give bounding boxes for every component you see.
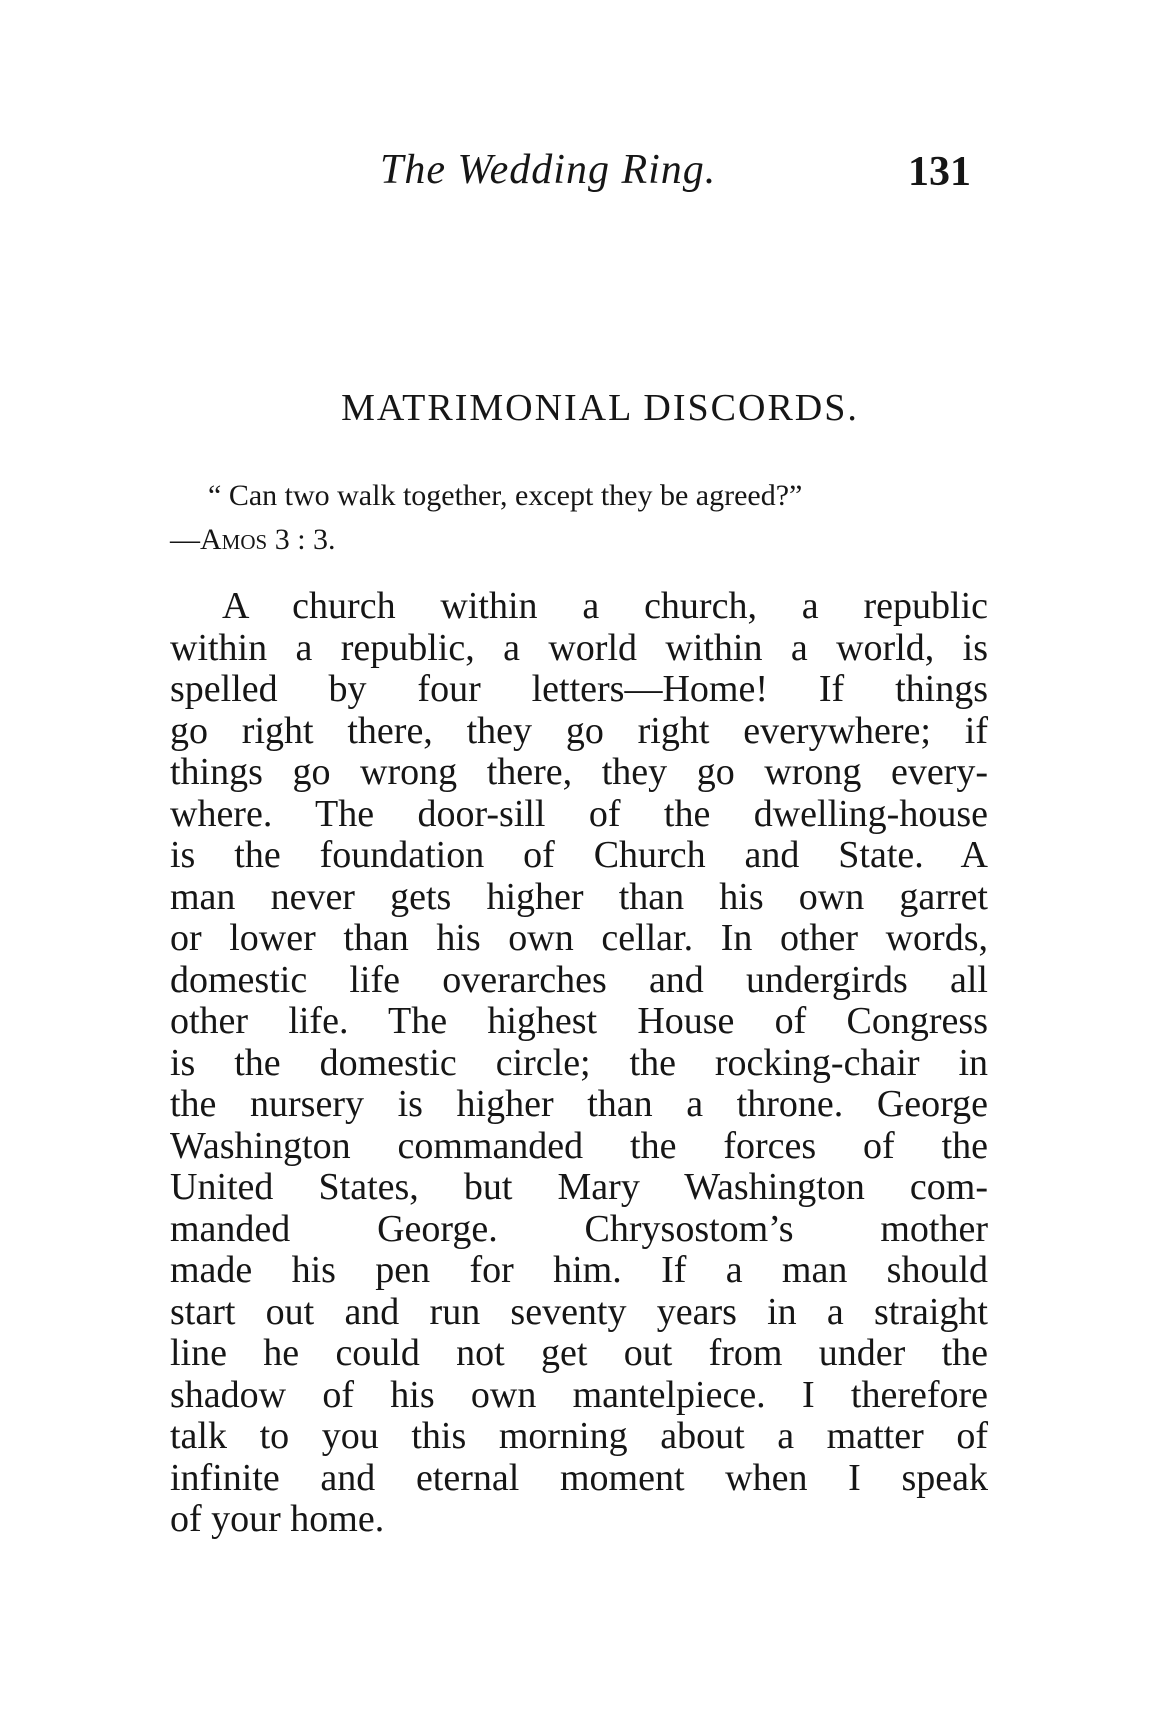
text-line: domestic life overarches and undergirds all [170,958,988,1001]
text-line: of your home. [170,1498,385,1540]
epigraph [170,474,988,562]
epigraph-quote: “ Can two walk together, except they be agreed?” [208,479,803,512]
running-title: The Wedding Ring. [380,147,717,193]
epigraph-reference-dash: — [170,523,200,556]
epigraph-reference [170,518,988,562]
text-line: United States, but Mary Washington com- [170,1166,988,1208]
text-line: line he could not get out from under the [170,1332,988,1374]
text-line: where. The door-sill of the dwelling-house [170,792,988,835]
text-line: spelled by four letters—Home! If things [170,668,988,710]
text-line: things go wrong there, they go wrong every- [170,751,988,793]
epigraph-reference-verse: 3 : 3. [267,523,336,556]
text-line: or lower than his own cellar. In other words, [170,917,988,959]
text-line: is the foundation of Church and State. A [170,834,988,876]
text-line: within a republic, a world within a world, is [170,626,988,669]
text-line: infinite and eternal moment when I speak [170,1456,988,1499]
text-line: Washington commanded the forces of the [170,1124,988,1167]
text-line: start out and run seventy years in a straight [170,1290,988,1333]
text-line: go right there, they go right everywhere; if [170,709,988,752]
running-head [170,146,990,206]
text-line: manded George. Chrysostom’s mother [170,1207,988,1250]
text-line: is the domestic circle; the rocking-chair in [170,1041,988,1084]
text-line: man never gets higher than his own garret [170,875,988,918]
text-line: other life. The highest House of Congress [170,1000,988,1042]
text-line: A church within a church, a republic [222,585,988,627]
page-number: 131 [908,149,971,195]
text-line: the nursery is higher than a throne. George [170,1083,988,1125]
epigraph-reference-book: Amos [200,523,268,556]
text-line: made his pen for him. If a man should [170,1249,988,1291]
text-line: talk to you this morning about a matter of [170,1415,988,1457]
chapter-title: MATRIMONIAL DISCORDS. [341,387,859,429]
body-paragraph [170,586,988,1541]
text-line: shadow of his own mantelpiece. I therefore [170,1373,988,1416]
